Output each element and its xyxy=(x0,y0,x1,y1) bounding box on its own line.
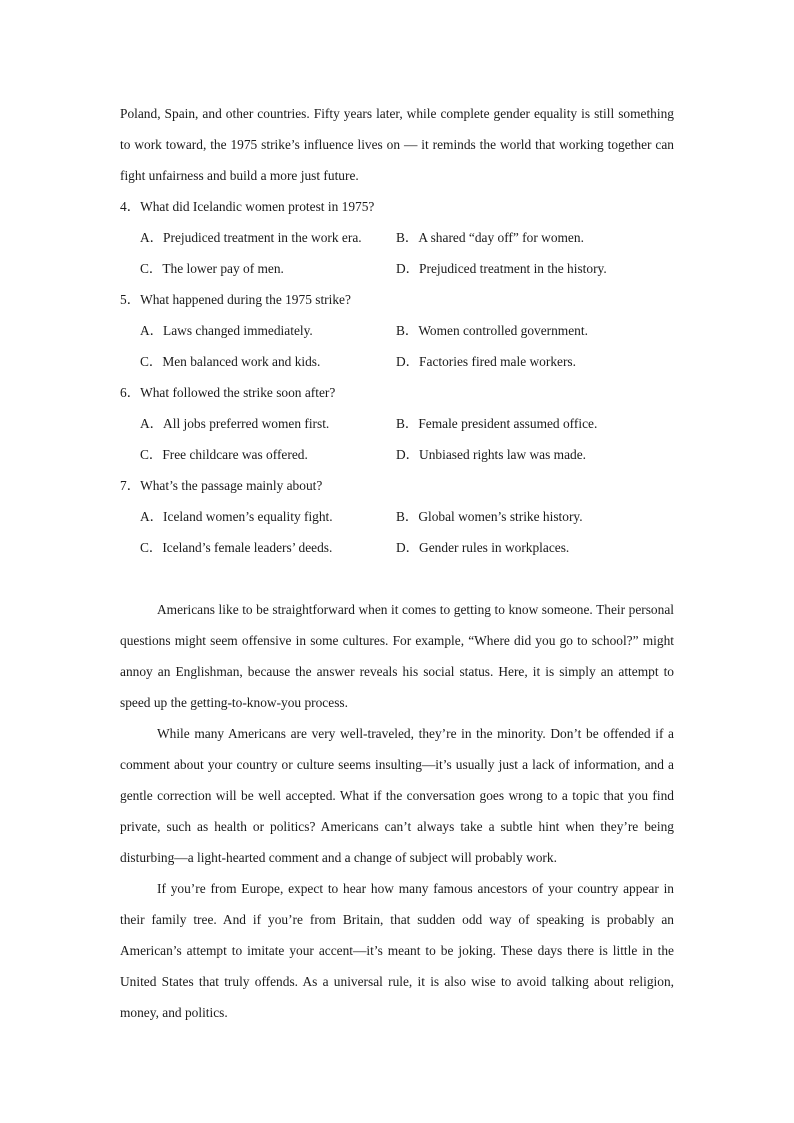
option-a[interactable]: A．Laws changed immediately. xyxy=(140,323,313,338)
option-d[interactable]: D．Prejudiced treatment in the history. xyxy=(396,261,607,276)
option-d[interactable]: D．Factories fired male workers. xyxy=(396,354,576,369)
options-row xyxy=(120,408,674,439)
passage2-paragraph-1: Americans like to be straightforward when it comes to getting to know someone. Their personal questions might seem offensive in some cultures. For example, “Where did you go to school?” might annoy an Englishman, because the answer reveals his social status. Here, it is simply an attempt to speed up the getting-to-know-you process. xyxy=(120,602,674,710)
passage1-tail: Poland, Spain, and other countries. Fifty years later, while complete gender equality is still something to work toward, the 1975 strike’s influence lives on — it reminds the world that working together can fight unfairness and build a more just future. xyxy=(120,106,674,183)
options-row xyxy=(120,439,674,470)
question-text: What followed the strike soon after? xyxy=(140,385,336,400)
options-row xyxy=(120,346,674,377)
option-c[interactable]: C．Iceland’s female leaders’ deeds. xyxy=(140,540,333,555)
option-b[interactable]: B．Global women’s strike history. xyxy=(396,509,583,524)
option-a[interactable]: A．Iceland women’s equality fight. xyxy=(140,509,333,524)
question-stem xyxy=(120,377,674,408)
options-row xyxy=(120,315,674,346)
option-c[interactable]: C．The lower pay of men. xyxy=(140,261,284,276)
option-b[interactable]: B．Women controlled government. xyxy=(396,323,588,338)
options-row xyxy=(120,501,674,532)
options-row xyxy=(120,222,674,253)
question-5 xyxy=(120,284,674,377)
question-text: What did Icelandic women protest in 1975? xyxy=(140,199,375,214)
question-6 xyxy=(120,377,674,470)
question-text: What’s the passage mainly about? xyxy=(140,478,323,493)
passage2-paragraph-2: While many Americans are very well-traveled, they’re in the minority. Don’t be offended if a comment about your country or culture seems insulting—it’s usually just a lack of information, and a gentle correction will be well accepted. What if the conversation goes wrong to a topic that you find private, such as health or politics? Americans can’t always take a subtle hint when they’re being disturbing—a light-hearted comment and a change of subject will probably work. xyxy=(120,726,674,865)
question-stem xyxy=(120,470,674,501)
question-7 xyxy=(120,470,674,563)
question-stem xyxy=(120,191,674,222)
option-b[interactable]: B．Female president assumed office. xyxy=(396,416,598,431)
question-number: 5． xyxy=(120,292,141,307)
options-row xyxy=(120,253,674,284)
question-number: 6． xyxy=(120,385,141,400)
option-c[interactable]: C．Free childcare was offered. xyxy=(140,447,308,462)
option-a[interactable]: A．All jobs preferred women first. xyxy=(140,416,330,431)
question-number: 4． xyxy=(120,199,141,214)
question-number: 7． xyxy=(120,478,141,493)
section-gap xyxy=(120,563,674,594)
question-stem xyxy=(120,284,674,315)
option-d[interactable]: D．Unbiased rights law was made. xyxy=(396,447,587,462)
option-d[interactable]: D．Gender rules in workplaces. xyxy=(396,540,570,555)
question-4 xyxy=(120,191,674,284)
question-text: What happened during the 1975 strike? xyxy=(140,292,351,307)
passage2-paragraph-3: If you’re from Europe, expect to hear how many famous ancestors of your country appear in their family tree. And if you’re from Britain, that sudden odd way of speaking is probably an American’s attempt to imitate your accent—it’s meant to be joking. These days there is little in the United States that truly offends. As a universal rule, it is also wise to avoid talking about religion, money, and politics. xyxy=(120,881,674,1020)
exam-page xyxy=(120,98,674,1028)
options-row xyxy=(120,532,674,563)
option-a[interactable]: A．Prejudiced treatment in the work era. xyxy=(140,230,362,245)
option-c[interactable]: C．Men balanced work and kids. xyxy=(140,354,321,369)
option-b[interactable]: B．A shared “day off” for women. xyxy=(396,230,584,245)
